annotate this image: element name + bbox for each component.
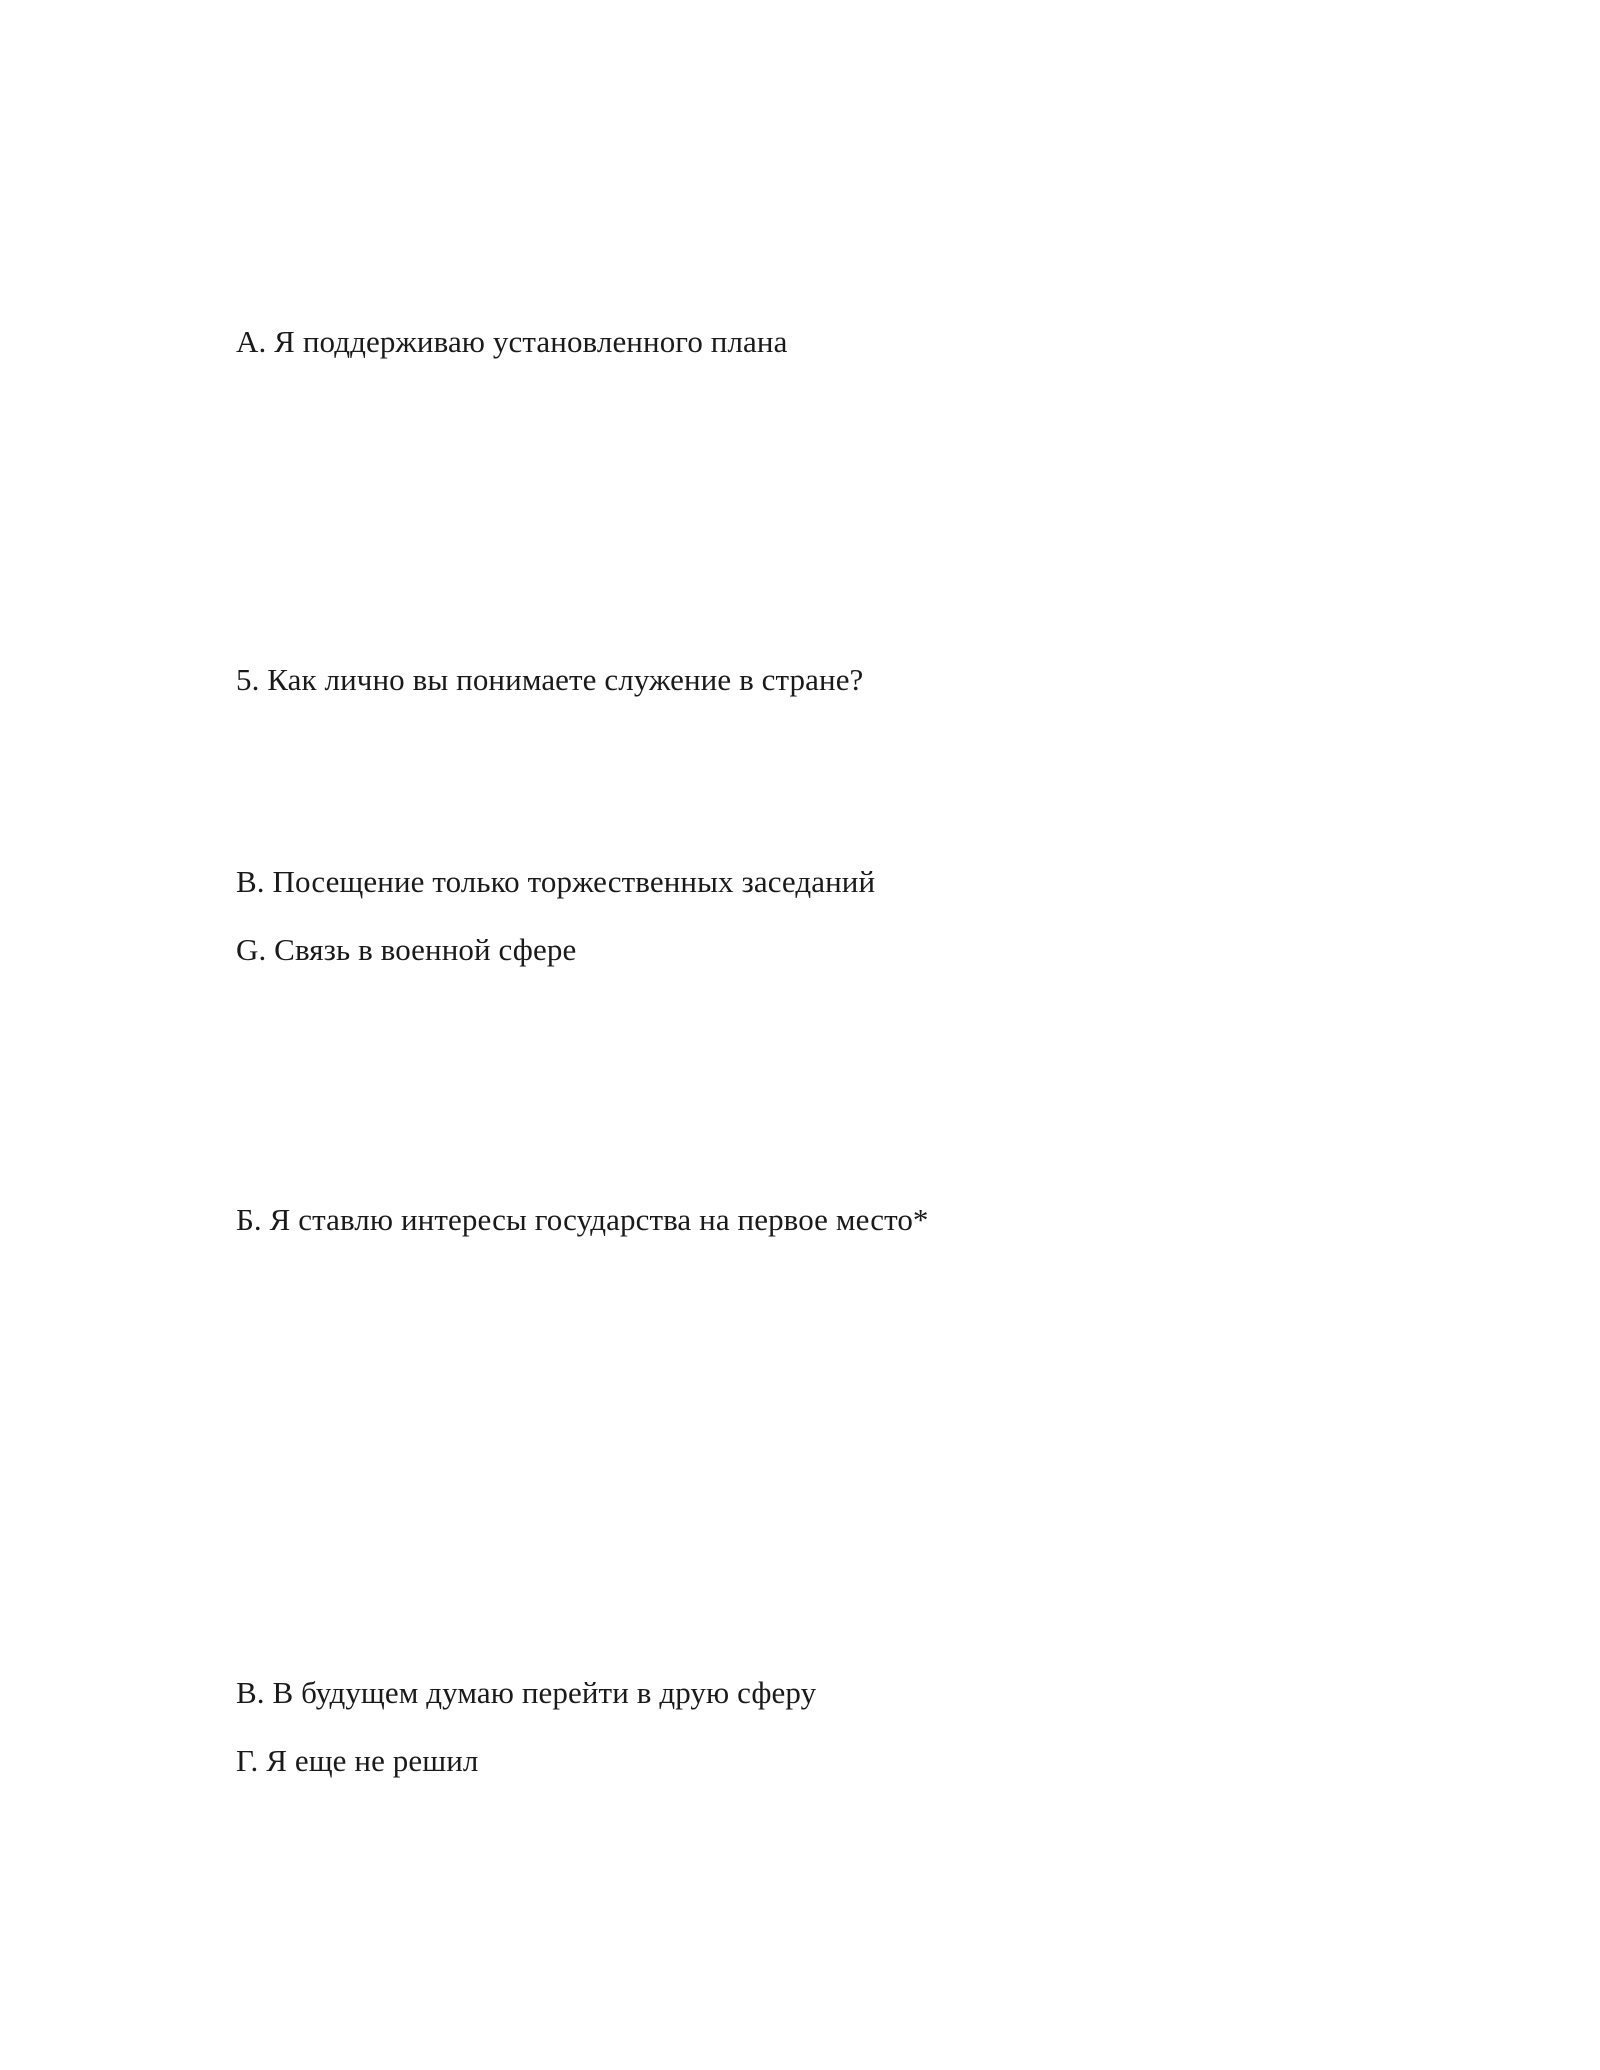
question-5: 5. Как лично вы понимаете служение в стране? xyxy=(236,662,864,697)
answer-option-v-future: В. В будущем думаю перейти в друю сферу xyxy=(236,1675,817,1710)
answer-option-a: А. Я поддерживаю установленного плана xyxy=(236,324,788,359)
answer-option-b: Б. Я ставлю интересы государства на первое место* xyxy=(236,1202,929,1237)
answer-option-g: G. Связь в военной сфере xyxy=(236,932,577,967)
answer-option-v: В. Посещение только торжественных заседаний xyxy=(236,864,876,899)
answer-option-g-undecided: Г. Я еще не решил xyxy=(236,1743,479,1778)
